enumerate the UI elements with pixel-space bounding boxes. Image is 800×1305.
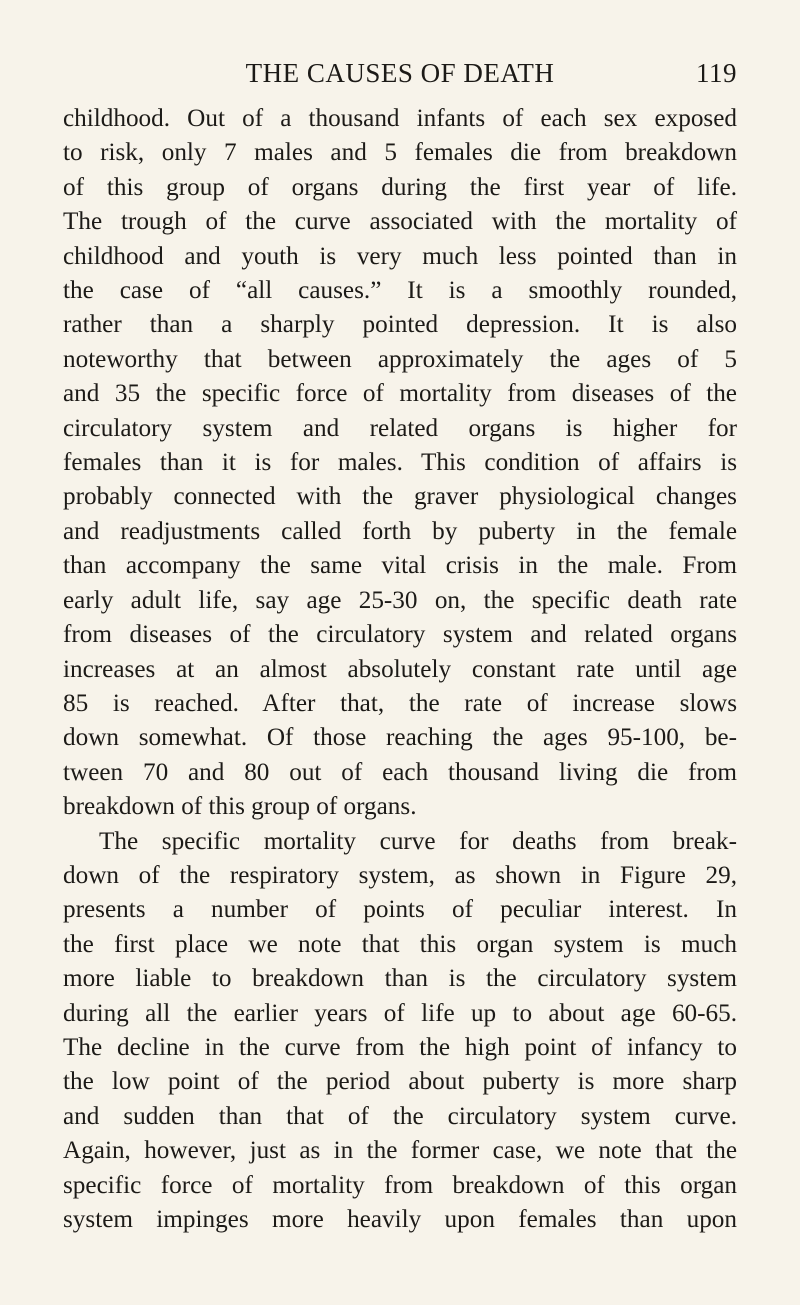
text-line: tween 70 and 80 out of each thousand living die from: [63, 758, 737, 786]
text-line: system impinges more heavily upon females than upon: [63, 1206, 737, 1233]
text-line: down of the respiratory system, as shown in Figure 29,: [63, 861, 737, 889]
text-line: increases at an almost absolutely constant rate until age: [63, 655, 737, 683]
text-line: the first place we note that this organ system is much: [63, 930, 737, 958]
body-text: [63, 102, 737, 1237]
text-line: to risk, only 7 males and 5 females die from breakdown: [63, 139, 737, 167]
running-title: THE CAUSES OF DEATH: [245, 58, 555, 88]
text-line: noteworthy that between approximately the ages of 5: [63, 345, 737, 373]
running-head: [63, 58, 737, 98]
text-line: the low point of the period about puberty is more sharp: [63, 1068, 737, 1096]
text-line: females than it is for males. This condition of affairs is: [63, 449, 737, 477]
text-line: specific force of mortality from breakdown of this organ: [63, 1171, 737, 1199]
text-line: the case of “all causes.” It is a smoothly rounded,: [63, 277, 737, 305]
page-number: 119: [696, 58, 737, 88]
text-line: breakdown of this group of organs.: [63, 793, 417, 821]
text-line: down somewhat. Of those reaching the ages 95-100, be-: [63, 724, 737, 752]
text-line: 85 is reached. After that, the rate of increase slows: [63, 689, 737, 717]
text-line: and sudden than that of the circulatory system curve.: [63, 1102, 737, 1130]
text-line: of this group of organs during the first year of life.: [63, 173, 737, 201]
text-line: more liable to breakdown than is the circulatory system: [63, 965, 737, 993]
text-line: The trough of the curve associated with the mortality of: [63, 208, 737, 236]
text-line: Again, however, just as in the former case, we note that the: [63, 1137, 737, 1165]
text-line: probably connected with the graver physiological changes: [63, 483, 737, 511]
text-line: The decline in the curve from the high point of infancy to: [63, 1033, 737, 1061]
text-line: and readjustments called forth by puberty in the female: [63, 517, 737, 545]
text-line: childhood. Out of a thousand infants of each sex exposed: [63, 105, 737, 132]
text-line: early adult life, say age 25-30 on, the specific death rate: [63, 586, 737, 614]
text-line: during all the earlier years of life up to about age 60-65.: [63, 999, 737, 1027]
text-line: than accompany the same vital crisis in the male. From: [63, 552, 737, 580]
text-line: childhood and youth is very much less pointed than in: [63, 242, 737, 270]
text-line: The specific mortality curve for deaths from break-: [99, 827, 737, 855]
book-page: [63, 58, 737, 1237]
text-line: rather than a sharply pointed depression. It is also: [63, 311, 737, 339]
text-line: from diseases of the circulatory system and related organs: [63, 621, 737, 649]
text-line: and 35 the specific force of mortality from diseases of the: [63, 380, 737, 408]
text-line: circulatory system and related organs is higher for: [63, 414, 737, 442]
text-line: presents a number of points of peculiar interest. In: [63, 896, 737, 924]
